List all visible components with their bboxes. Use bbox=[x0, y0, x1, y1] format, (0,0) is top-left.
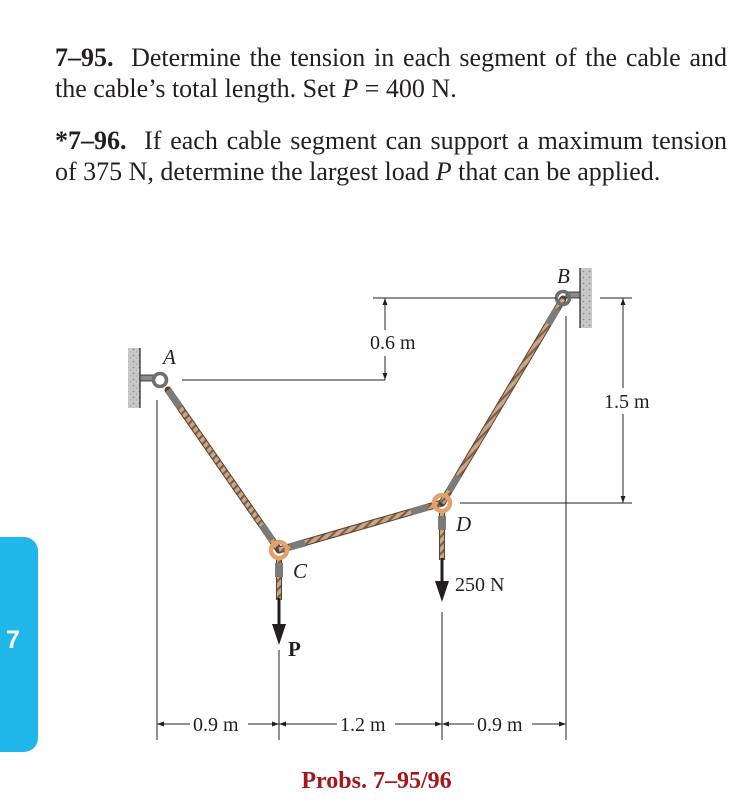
label-dim-0.9m-left: 0.9 m bbox=[193, 714, 239, 736]
wall-support-A bbox=[128, 348, 140, 408]
eyebolt-A bbox=[140, 374, 167, 387]
label-D: D bbox=[456, 512, 472, 536]
problem-text-end: that can be applied. bbox=[451, 157, 661, 186]
label-dim-0.9m-right: 0.9 m bbox=[477, 714, 523, 736]
label-load-D: 250 N bbox=[455, 574, 505, 596]
problem-text-end: = 400 N. bbox=[358, 74, 457, 103]
label-A: A bbox=[163, 345, 176, 369]
problem-number: *7–96. bbox=[55, 126, 127, 155]
hanger-C bbox=[275, 558, 283, 600]
load-variable: P bbox=[435, 157, 452, 186]
figure-caption: Probs. 7–95/96 bbox=[301, 768, 452, 794]
label-dim-0.6m: 0.6 m bbox=[370, 332, 416, 354]
problem-text: Determine the tension in each segment of the cable and the cable’s total length. Set bbox=[55, 43, 728, 103]
label-C: C bbox=[293, 559, 308, 583]
wall-support-B bbox=[580, 268, 592, 328]
problem-text: If each cable segment can support a maximum tension of 375 N, determine the largest load bbox=[55, 126, 728, 186]
load-arrow-P bbox=[272, 598, 286, 645]
label-dim-1.5m: 1.5 m bbox=[604, 391, 650, 413]
label-load-P: P bbox=[288, 637, 301, 661]
label-dim-1.2m: 1.2 m bbox=[340, 714, 386, 736]
chapter-tab-number: 7 bbox=[6, 626, 20, 654]
problem-number: 7–95. bbox=[55, 43, 114, 72]
cable-segment-DB bbox=[442, 299, 563, 503]
label-B: B bbox=[557, 264, 570, 288]
load-variable: P bbox=[342, 74, 359, 103]
load-arrow-D bbox=[435, 558, 449, 602]
hanger-D bbox=[438, 511, 446, 560]
cable-segment-AC bbox=[168, 390, 279, 550]
cable-segment-CD bbox=[279, 503, 442, 550]
